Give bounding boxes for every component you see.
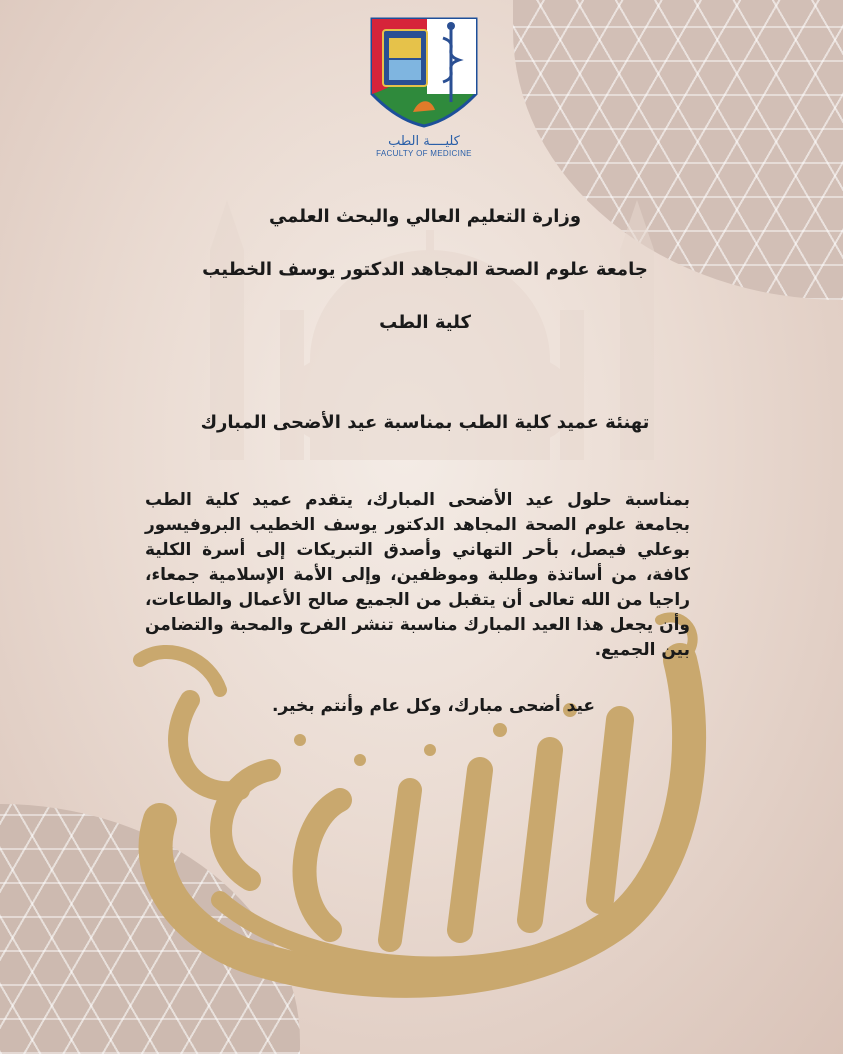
ministry-heading: وزارة التعليم العالي والبحث العلمي: [268, 206, 582, 227]
faculty-logo: [369, 16, 479, 161]
faculty-shield-icon: [369, 16, 479, 128]
logo-arabic-name: كليــــة الطب: [388, 134, 460, 149]
university-heading: جامعة علوم الصحة المجاهد الدكتور يوسف الخطيب: [202, 259, 648, 280]
closing-wish: عيد أضحى مبارك، وكل عام وأنتم بخير.: [272, 696, 595, 716]
eid-al-adha-calligraphy: [100, 600, 720, 1020]
faculty-heading: كلية الطب: [379, 312, 471, 333]
greeting-title: تهنئة عميد كلية الطب بمناسبة عيد الأضحى المبارك: [200, 412, 650, 433]
logo-english-name: FACULTY OF MEDICINE: [376, 149, 472, 158]
greeting-message: بمناسبة حلول عيد الأضحى المبارك، يتقدم عميد كلية الطب بجامعة علوم الصحة المجاهد الدكتور يوسف الخطيب البروفيسور بوعلي فيصل، بأحر التهاني وأصدق التبريكات إلى أسرة الكلية كافة، من أساتذة وطلبة وموظفين، وإلى الأمة الإسلامية جمعاء، راجيا من الله تعالى أن يتقبل من الجميع صالح الأعمال والطاعات، وأن يجعل هذا العيد المبارك مناسبة تنشر الفرح والمحبة والتضامن بين الجميع.: [145, 490, 690, 660]
